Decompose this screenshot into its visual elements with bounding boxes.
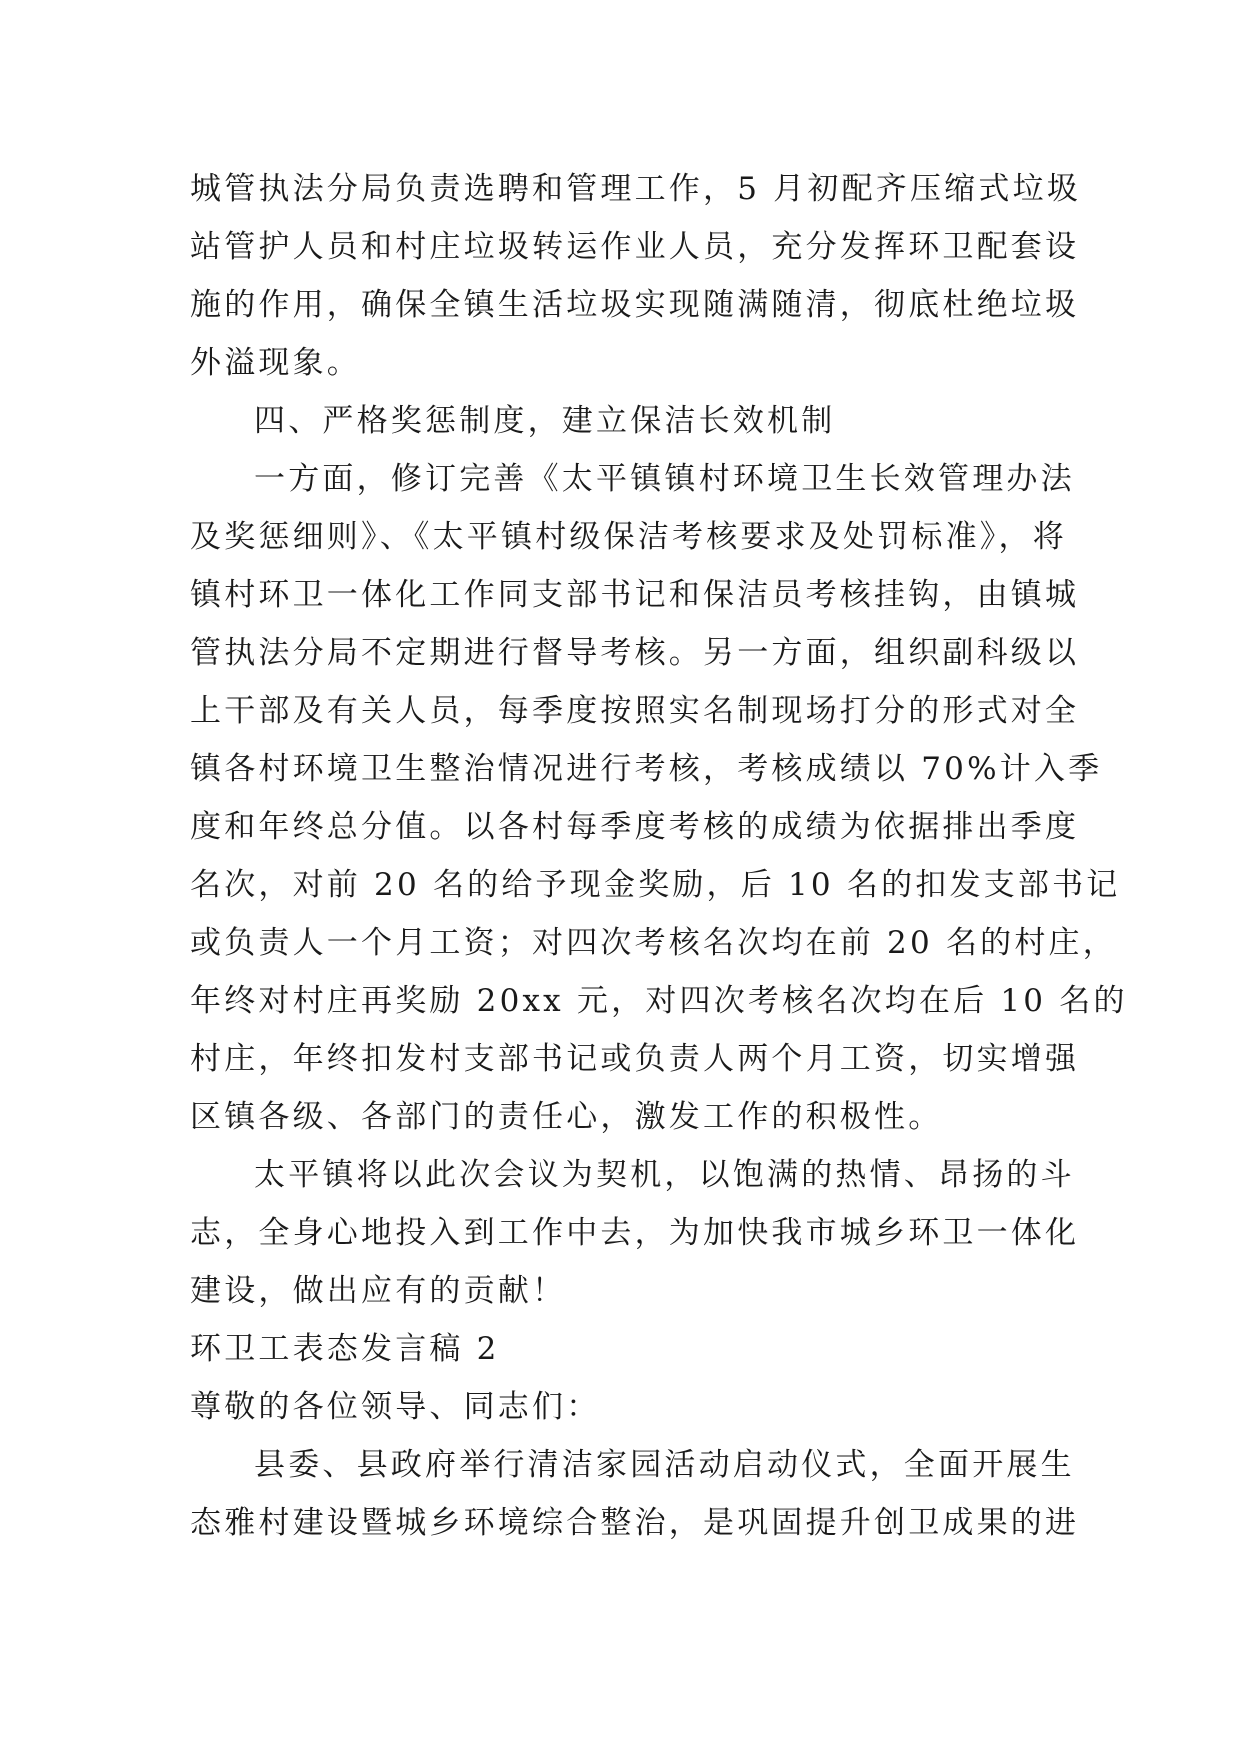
document-title: 环卫工表态发言稿 2 <box>190 1331 500 1367</box>
text-line: 县委、县政府举行清洁家园活动启动仪式，全面开展生 <box>254 1447 1075 1483</box>
text-line: 站管护人员和村庄垃圾转运作业人员，充分发挥环卫配套设 <box>190 229 1080 265</box>
text-line: 上干部及有关人员，每季度按照实名制现场打分的形式对全 <box>190 693 1080 729</box>
text-line: 施的作用，确保全镇生活垃圾实现随满随清，彻底杜绝垃圾 <box>190 287 1080 323</box>
text-line: 镇各村环境卫生整治情况进行考核，考核成绩以 70%计入季 <box>190 751 1103 787</box>
text-line: 及奖惩细则》、《太平镇村级保洁考核要求及处罚标准》，将 <box>190 519 1067 555</box>
text-line: 区镇各级、各部门的责任心，激发工作的积极性。 <box>190 1099 943 1135</box>
section-heading: 四、严格奖惩制度，建立保洁长效机制 <box>254 403 836 439</box>
text-line: 度和年终总分值。以各村每季度考核的成绩为依据排出季度 <box>190 809 1080 845</box>
text-line: 名次，对前 20 名的给予现金奖励，后 10 名的扣发支部书记 <box>190 867 1121 903</box>
document-body <box>190 160 1128 1552</box>
text-line: 太平镇将以此次会议为契机，以饱满的热情、昂扬的斗 <box>254 1157 1075 1193</box>
text-line: 外溢现象。 <box>190 345 361 381</box>
text-line: 村庄，年终扣发村支部书记或负责人两个月工资，切实增强 <box>190 1041 1080 1077</box>
text-line: 态雅村建设暨城乡环境综合整治，是巩固提升创卫成果的进 <box>190 1505 1080 1541</box>
text-line: 一方面，修订完善《太平镇镇村环境卫生长效管理办法 <box>254 461 1075 497</box>
text-line: 志，全身心地投入到工作中去，为加快我市城乡环卫一体化 <box>190 1215 1080 1251</box>
text-line: 年终对村庄再奖励 20xx 元，对四次考核名次均在后 10 名的 <box>190 983 1128 1019</box>
text-line: 城管执法分局负责选聘和管理工作，5 月初配齐压缩式垃圾 <box>190 171 1081 207</box>
text-line: 管执法分局不定期进行督导考核。另一方面，组织副科级以 <box>190 635 1080 671</box>
text-line: 或负责人一个月工资；对四次考核名次均在前 20 名的村庄， <box>190 925 1117 961</box>
text-line: 建设，做出应有的贡献！ <box>190 1273 567 1309</box>
text-line: 镇村环卫一体化工作同支部书记和保洁员考核挂钩，由镇城 <box>190 577 1080 613</box>
salutation: 尊敬的各位领导、同志们： <box>190 1389 601 1425</box>
